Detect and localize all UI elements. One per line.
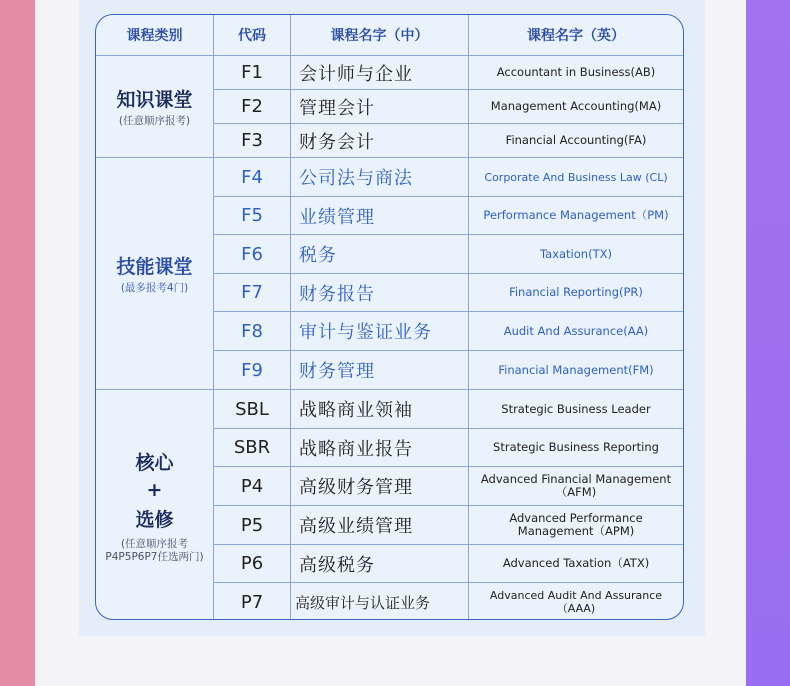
course-name-en: Performance Management（PM): [483, 208, 669, 222]
group-knowledge: [96, 56, 213, 158]
course-row: [214, 390, 683, 429]
group-note-2: P4P5P6P7任选两门): [105, 550, 204, 563]
group-note: (最多报考4门): [120, 282, 189, 294]
course-name-en: Accountant in Business(AB): [496, 65, 656, 79]
header-code: 代码: [238, 28, 266, 44]
course-name-en: Strategic Business Reporting: [493, 440, 659, 454]
group-title-optional: 选修: [135, 508, 174, 531]
course-code: F6: [241, 243, 263, 265]
group-title: 知识课堂: [116, 89, 193, 111]
course-name-en: Management Accounting(MA): [490, 99, 662, 113]
course-code: SBR: [233, 437, 271, 458]
course-code: P7: [240, 591, 264, 613]
course-row: [214, 506, 683, 545]
course-code: F3: [241, 130, 263, 151]
group-note: (任意顺序报考: [120, 537, 189, 550]
course-name-cn: 公司法与商法: [299, 168, 413, 189]
course-name-cn: 税务: [299, 245, 337, 266]
course-name-en: Audit And Assurance(AA): [503, 323, 649, 338]
acca-course-table: [95, 14, 684, 620]
course-name-en: Advanced Performance Management（APM): [509, 511, 643, 538]
course-name-en: Financial Management(FM): [498, 362, 654, 377]
header-name-cn: 课程名字（中）: [330, 28, 429, 44]
course-name-en: Financial Accounting(FA): [505, 133, 647, 147]
group-skills: [96, 158, 213, 390]
course-row: [214, 351, 683, 390]
course-row: [214, 158, 683, 197]
course-row: [214, 197, 683, 235]
course-name-cn: 战略商业报告: [299, 438, 413, 460]
course-name-cn: 业绩管理: [299, 206, 375, 228]
course-name-en: Advanced Audit And Assurance（AAA): [489, 589, 663, 615]
left-pink-border: [0, 0, 35, 686]
course-name-cn: 高级税务: [299, 554, 375, 576]
course-code: P5: [240, 514, 264, 536]
course-row: [214, 429, 683, 467]
course-name-en: Strategic Business Leader: [501, 401, 651, 416]
header-name-en: 课程名字（英）: [527, 28, 625, 44]
course-row: [214, 467, 683, 506]
course-name-cn: 财务报告: [299, 283, 375, 305]
course-code: P6: [240, 553, 264, 574]
course-name-en: Advanced Financial Management（AFM): [480, 472, 672, 499]
group-title: 技能课堂: [116, 256, 193, 278]
course-code: F9: [241, 359, 263, 381]
group-title-plus: +: [146, 478, 163, 501]
group-note: (任意顺序报考): [118, 115, 191, 127]
course-row: [214, 312, 683, 351]
right-purple-border: [746, 0, 790, 686]
course-code: F4: [241, 166, 263, 188]
course-row: [214, 583, 683, 620]
course-name-cn: 战略商业领袖: [299, 400, 413, 421]
course-row: [214, 124, 683, 158]
course-name-en: Financial Reporting(PR): [509, 285, 643, 299]
course-code: SBL: [235, 398, 269, 420]
course-name-cn: 高级财务管理: [299, 477, 413, 498]
course-code: F7: [241, 282, 263, 303]
course-row: [214, 545, 683, 583]
course-name-en: Taxation(TX): [540, 246, 612, 261]
course-name-cn: 财务会计: [299, 131, 375, 153]
group-title: 核心: [135, 451, 174, 474]
course-code: F2: [241, 96, 263, 117]
course-name-cn: 审计与鉴证业务: [299, 322, 432, 343]
course-name-cn: 会计师与企业: [299, 63, 413, 85]
course-row: [214, 274, 683, 312]
course-code: P4: [240, 475, 264, 497]
course-row: [214, 90, 683, 124]
course-row: [214, 56, 683, 90]
group-core-optional: [96, 390, 213, 620]
course-name-cn: 高级审计与认证业务: [295, 593, 431, 612]
course-name-cn: 财务管理: [299, 361, 375, 382]
course-name-en: Corporate And Business Law (CL): [484, 170, 668, 184]
course-code: F5: [241, 205, 263, 226]
course-name-en: Advanced Taxation（ATX): [502, 556, 650, 570]
header-category: 课程类别: [126, 28, 183, 44]
table-header-row: [96, 15, 683, 56]
course-name-cn: 管理会计: [299, 97, 375, 119]
course-code: F1: [241, 62, 263, 83]
course-code: F8: [241, 320, 263, 342]
course-row: [214, 235, 683, 274]
course-name-cn: 高级业绩管理: [299, 516, 413, 537]
